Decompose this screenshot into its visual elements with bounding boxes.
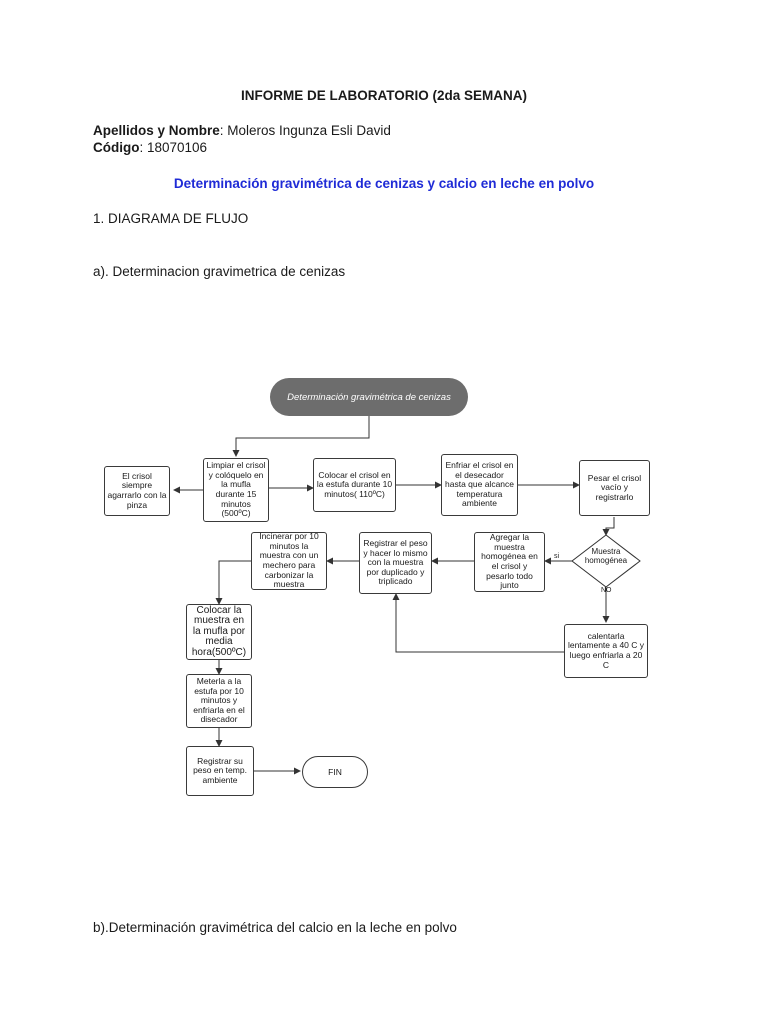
incinerar-step: Incinerar por 10 minutos la muestra con un mechero para carbonizar la muestra [251, 532, 327, 590]
registrar-temp-step: Registrar su peso en temp. ambiente [186, 746, 254, 796]
registrar-peso-step: Registrar el peso y hacer lo mismo con la muestra por duplicado y triplicado [359, 532, 432, 594]
agregar-step: Agregar la muestra homogénea en el crisol y pesarlo todo junto [474, 532, 545, 592]
code-value: : 18070106 [139, 140, 208, 155]
pesar-step: Pesar el crisol vacío y registrarlo [579, 460, 650, 516]
start-node: Determinación gravimétrica de cenizas [270, 378, 468, 416]
colocar-mufla-step: Colocar la muestra en la mufla por media hora(500ºC) [186, 604, 252, 660]
name-value: : Moleros Ingunza Esli David [219, 123, 391, 138]
decision-label: Muestra homogénea [584, 547, 628, 565]
limpiar-step: Limpiar el crisol y colóquelo en la mufla durante 15 minutos (500ºC) [203, 458, 269, 522]
calentarla-step: calentarla lentamente a 40 C y luego enfriarla a 20 C [564, 624, 648, 678]
enfriar-step: Enfriar el crisol en el desecador hasta que alcance temperatura ambiente [441, 454, 518, 516]
report-subtitle: Determinación gravimétrica de cenizas y calcio en leche en polvo [173, 176, 595, 191]
part-b-heading: b).Determinación gravimétrica del calcio en la leche en polvo [93, 920, 457, 935]
crisol-note-box: El crisol siempre agarrarlo con la pinza [104, 466, 170, 516]
report-title: INFORME DE LABORATORIO (2da SEMANA) [240, 88, 527, 103]
code-label: Código [93, 140, 140, 155]
name-label: Apellidos y Nombre [93, 123, 220, 138]
part-a-heading: a). Determinacion gravimetrica de cenizas [93, 264, 346, 279]
colocar-estufa-step: Colocar el crisol en la estufa durante 10 minutos( 110ºC) [313, 458, 396, 512]
yes-label: si [554, 553, 560, 560]
end-node: FIN [302, 756, 368, 788]
flow-heading: 1. DIAGRAMA DE FLUJO [93, 211, 249, 226]
meterla-step: Meterla a la estufa por 10 minutos y enfriarla en el disecador [186, 674, 252, 728]
no-label: NO [601, 587, 612, 594]
